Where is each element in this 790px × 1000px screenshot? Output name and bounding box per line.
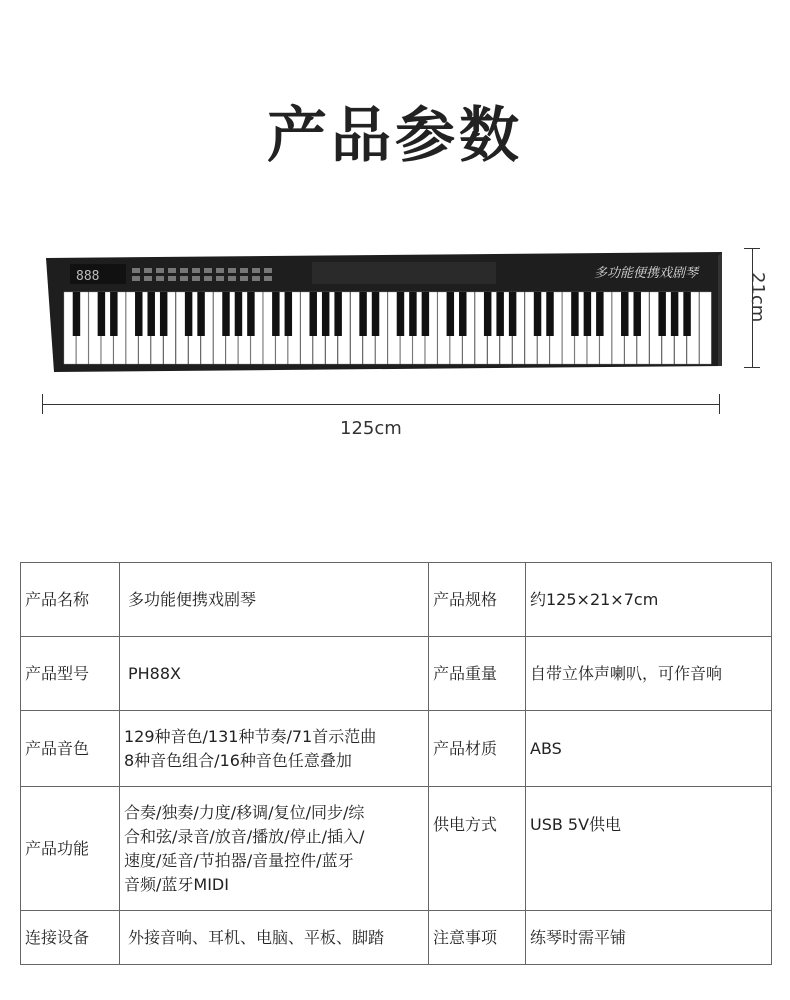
black-key [247,292,254,336]
control-button [240,268,248,273]
black-key [534,292,541,336]
black-key [160,292,167,336]
spec-label: 产品功能 [21,787,120,911]
black-key [571,292,578,336]
spec-label: 产品重量 [429,637,526,711]
control-button [144,276,152,281]
table-row [21,911,772,965]
black-key [197,292,204,336]
control-button [264,276,272,281]
piano-illustration [40,240,760,385]
black-key [73,292,80,336]
page-title: 产品参数 [267,101,523,171]
black-key [409,292,416,336]
black-key [397,292,404,336]
black-key [372,292,379,336]
control-button [180,276,188,281]
spec-value-line: 音频/蓝牙MIDI [124,874,229,894]
spec-label: 产品材质 [429,711,526,787]
control-button [156,276,164,281]
spec-value [120,787,429,911]
black-key [546,292,553,336]
black-key [683,292,690,336]
spec-value: 自带立体声喇叭，可作音响 [526,637,772,711]
spec-label: 产品音色 [21,711,120,787]
spec-value: USB 5V供电 [526,787,772,911]
spec-value [120,637,429,711]
spec-label: 连接设备 [21,911,120,965]
brand-label: 多功能便携戏剧琴 [594,266,699,281]
control-button [192,268,200,273]
black-key [309,292,316,336]
black-key [235,292,242,336]
control-button [204,268,212,273]
black-key [621,292,628,336]
piano-image [40,240,760,385]
table-row [21,711,772,787]
spec-value-line: 外接音响、耳机、电脑、平板、脚踏 [128,927,385,947]
spec-label: 产品规格 [429,563,526,637]
black-key [459,292,466,336]
spec-value-line: PH88X [128,663,181,683]
spec-table [20,562,772,965]
width-label: 125cm [340,418,402,439]
black-key [185,292,192,336]
table-row [21,637,772,711]
spec-label: 产品名称 [21,563,120,637]
control-button [156,268,164,273]
black-key [272,292,279,336]
control-button [204,276,212,281]
black-key [447,292,454,336]
control-button [192,276,200,281]
black-key [633,292,640,336]
spec-value [120,711,429,787]
spec-value [120,911,429,965]
black-key [222,292,229,336]
spec-value: 练琴时需平铺 [526,911,772,965]
black-key [98,292,105,336]
control-button [264,268,272,273]
black-key [110,292,117,336]
control-button [168,268,176,273]
black-key [359,292,366,336]
spec-value-line: 合和弦/录音/放音/播放/停止/插入/ [124,826,365,846]
control-button [240,276,248,281]
control-button [252,276,260,281]
control-button [228,276,236,281]
control-button [216,268,224,273]
control-button [216,276,224,281]
spec-label: 供电方式 [429,787,526,911]
display-readout: 888 [76,269,100,284]
spec-value: 约125×21×7cm [526,563,772,637]
spec-value: ABS [526,711,772,787]
spec-value-line: 8种音色组合/16种音色任意叠加 [124,750,352,770]
black-key [484,292,491,336]
black-key [135,292,142,336]
control-button [132,268,140,273]
spec-value-line: 速度/延音/节拍器/音量控件/蓝牙 [124,850,354,870]
width-dimension [42,392,720,418]
spec-label: 注意事项 [429,911,526,965]
black-key [584,292,591,336]
control-button [132,276,140,281]
black-key [334,292,341,336]
black-key [322,292,329,336]
height-label: 21cm [747,272,768,323]
spec-value [120,563,429,637]
control-button [144,268,152,273]
black-key [285,292,292,336]
black-key [422,292,429,336]
black-key [496,292,503,336]
control-button [180,268,188,273]
control-button [252,268,260,273]
white-key [700,292,712,364]
table-row [21,563,772,637]
black-key [658,292,665,336]
black-key [671,292,678,336]
spec-value-line: 129种音色/131种节奏/71首示范曲 [124,726,377,746]
spec-label: 产品型号 [21,637,120,711]
spec-value-line: 多功能便携戏剧琴 [128,589,257,609]
black-key [147,292,154,336]
control-button [228,268,236,273]
function-panel [312,262,496,284]
spec-value-line: 合奏/独奏/力度/移调/复位/同步/综 [124,802,365,822]
table-row [21,787,772,911]
control-button [168,276,176,281]
black-key [509,292,516,336]
black-key [596,292,603,336]
